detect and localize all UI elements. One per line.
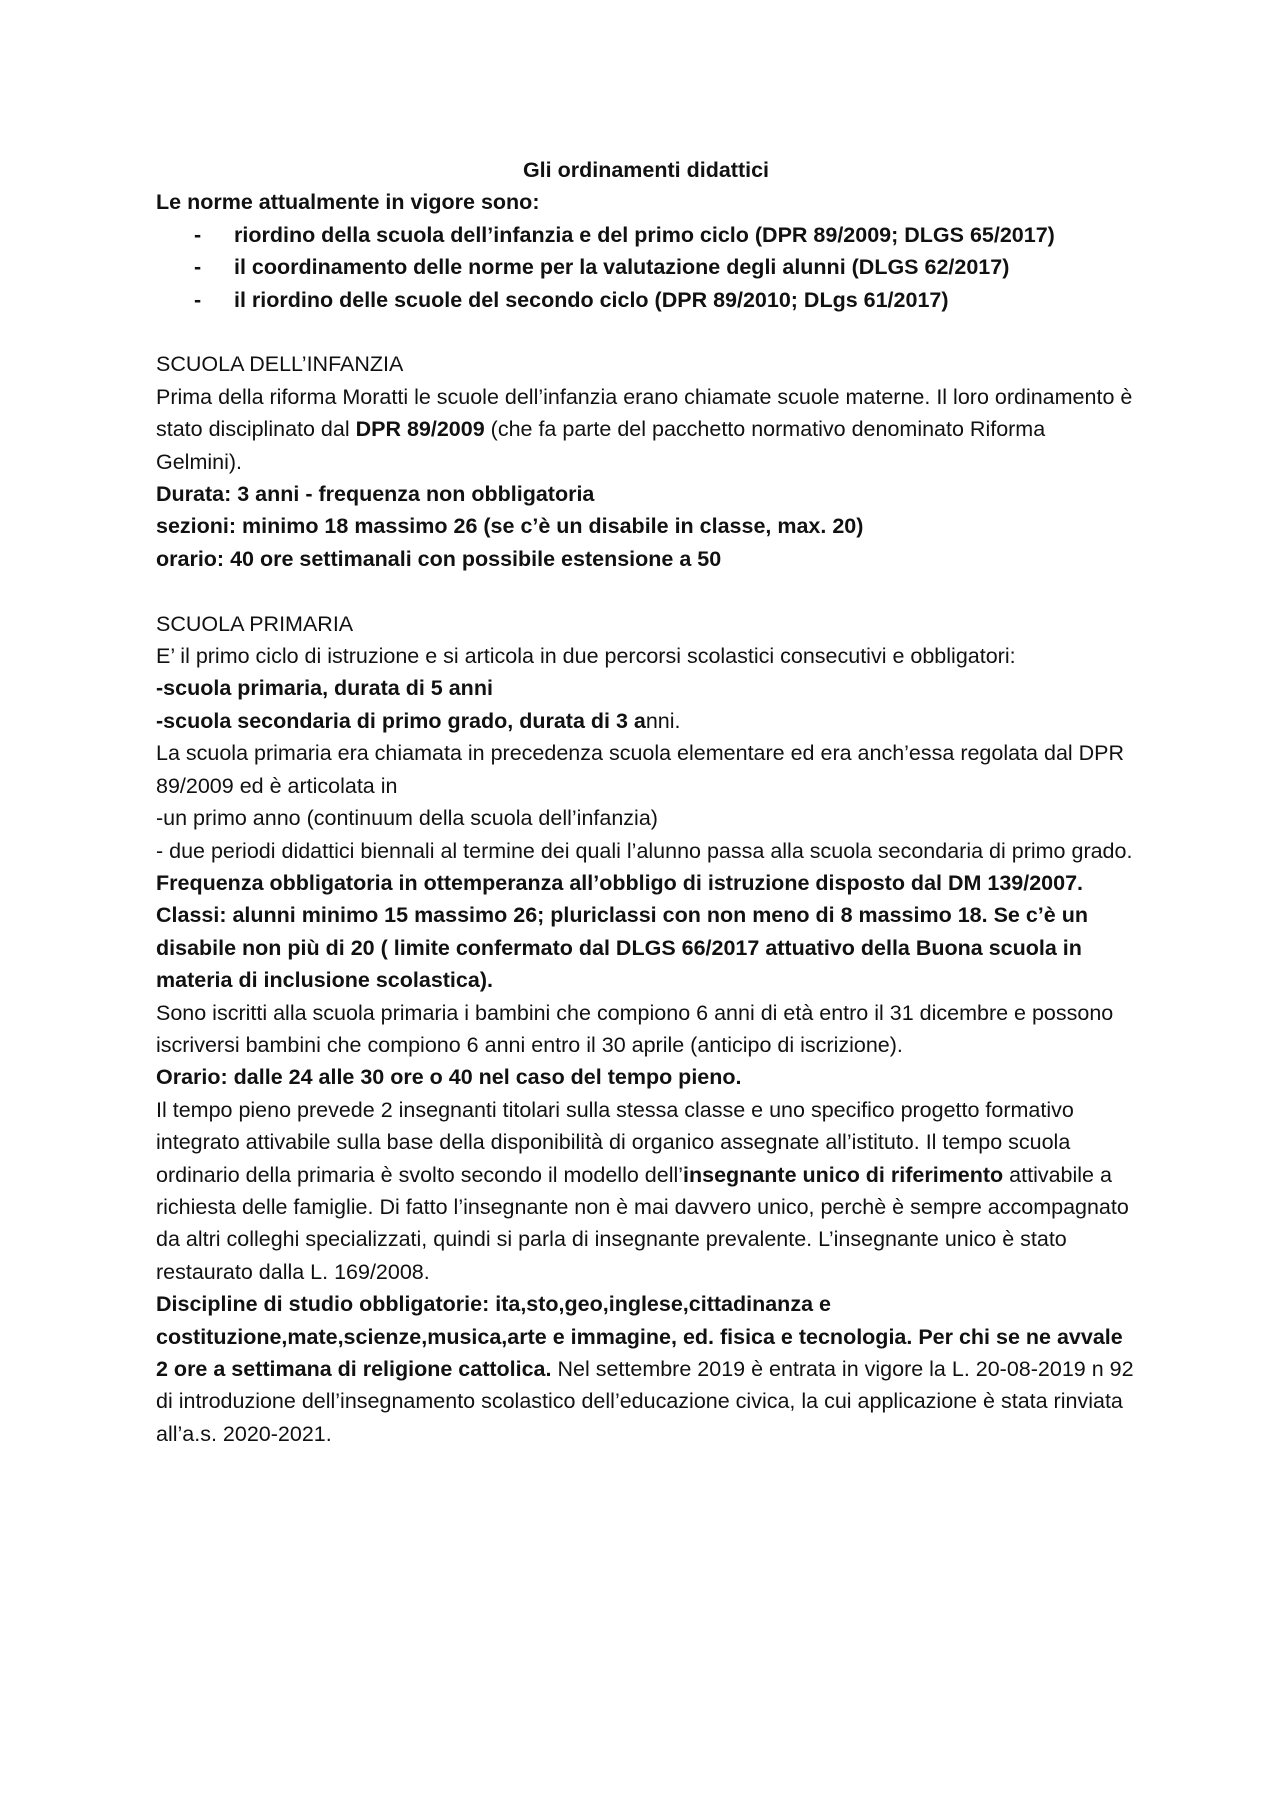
paragraph: Discipline di studio obbligatorie: ita,sto,geo,inglese,cittadinanza e costituzione,mate,scienze,musica,arte e immagine, ed. fisica e tecnologia. Per chi se ne avvale 2 ore a settimana di religione cattolica. Nel settembre 2019 è entrata in vigore la L. 20-08-2019 n 92 di introduzione dell’insegnamento scolastico dell’educazione civica, la cui applicazione è stata rinviata all’a.s. 2020-2021. bbox=[156, 1292, 1134, 1446]
norms-intro: Le norme attualmente in vigore sono: bbox=[156, 190, 540, 215]
norms-list bbox=[156, 219, 1136, 316]
paragraph: Il tempo pieno prevede 2 insegnanti titolari sulla stessa classe e uno specifico progetto formativo integrato attivabile sulla base della disponibilità di organico assegnate all’istituto. Il tempo scuola ordinario della primaria è svolto secondo il modello dell’insegnante unico di riferimento attivabile a richiesta delle famiglie. Di fatto l’insegnante non è mai davvero unico, perchè è sempre accompagnato da altri colleghi specializzati, quindi si parla di insegnante prevalente. L’insegnante unico è stato restaurato dalla L. 169/2008. bbox=[156, 1097, 1129, 1284]
section-heading: SCUOLA DELL’INFANZIA bbox=[156, 352, 404, 377]
orario-line: Orario: dalle 24 alle 30 ore o 40 nel caso del tempo pieno. bbox=[156, 1065, 742, 1090]
paragraph: Sono iscritti alla scuola primaria i bambini che compiono 6 anni di età entro il 31 dicembre e possono iscriversi bambini che compiono 6 anni entro il 30 aprile (anticipo di iscrizione). bbox=[156, 1000, 1114, 1057]
document-page bbox=[156, 154, 1136, 1450]
orario-line: orario: 40 ore settimanali con possibile estensione a 50 bbox=[156, 546, 722, 571]
list-bullet: - bbox=[194, 287, 202, 312]
list-item: - il coordinamento delle norme per la valutazione degli alunni (DLGS 62/2017) bbox=[156, 251, 1136, 283]
paragraph: La scuola primaria era chiamata in precedenza scuola elementare ed era anch’essa regolata dal DPR 89/2009 ed è articolata in bbox=[156, 741, 1125, 798]
classi-paragraph: Classi: alunni minimo 15 massimo 26; pluriclassi con non meno di 8 massimo 18. Se c’è un disabile non più di 20 ( limite confermato dal DLGS 66/2017 attuativo della Buona scuola in materia di inclusione scolastica). bbox=[156, 903, 1088, 993]
document-title: Gli ordinamenti didattici bbox=[522, 158, 770, 182]
durata-line: Durata: 3 anni - frequenza non obbligatoria bbox=[156, 482, 595, 507]
section-heading: SCUOLA PRIMARIA bbox=[156, 611, 354, 636]
paragraph: -un primo anno (continuum della scuola dell’infanzia) bbox=[156, 806, 658, 831]
list-item: -scuola primaria, durata di 5 anni bbox=[156, 676, 493, 701]
list-bullet: - bbox=[194, 255, 202, 280]
list-bullet: - bbox=[194, 222, 202, 247]
paragraph: E’ il primo ciclo di istruzione e si articola in due percorsi scolastici consecutivi e obbligatori: bbox=[156, 644, 1016, 669]
section-primaria bbox=[156, 608, 1136, 1451]
paragraph: - due periodi didattici biennali al termine dei quali l’alunno passa alla scuola secondaria di primo grado. bbox=[156, 838, 1133, 863]
section-infanzia bbox=[156, 348, 1136, 575]
list-item: - il riordino delle scuole del secondo ciclo (DPR 89/2010; DLgs 61/2017) bbox=[156, 284, 1136, 316]
paragraph: Prima della riforma Moratti le scuole dell’infanzia erano chiamate scuole materne. Il loro ordinamento è stato disciplinato dal DPR 89/2009 (che fa parte del pacchetto normativo denominato Riforma Gelmini). bbox=[156, 384, 1133, 474]
list-item: -scuola secondaria di primo grado, durata di 3 anni. bbox=[156, 708, 681, 733]
list-item: - riordino della scuola dell’infanzia e del primo ciclo (DPR 89/2009; DLGS 65/2017) bbox=[156, 219, 1136, 251]
sezioni-line: sezioni: minimo 18 massimo 26 (se c’è un disabile in classe, max. 20) bbox=[156, 514, 864, 539]
frequenza-paragraph: Frequenza obbligatoria in ottemperanza all’obbligo di istruzione disposto dal DM 139/2007. bbox=[156, 870, 1084, 895]
